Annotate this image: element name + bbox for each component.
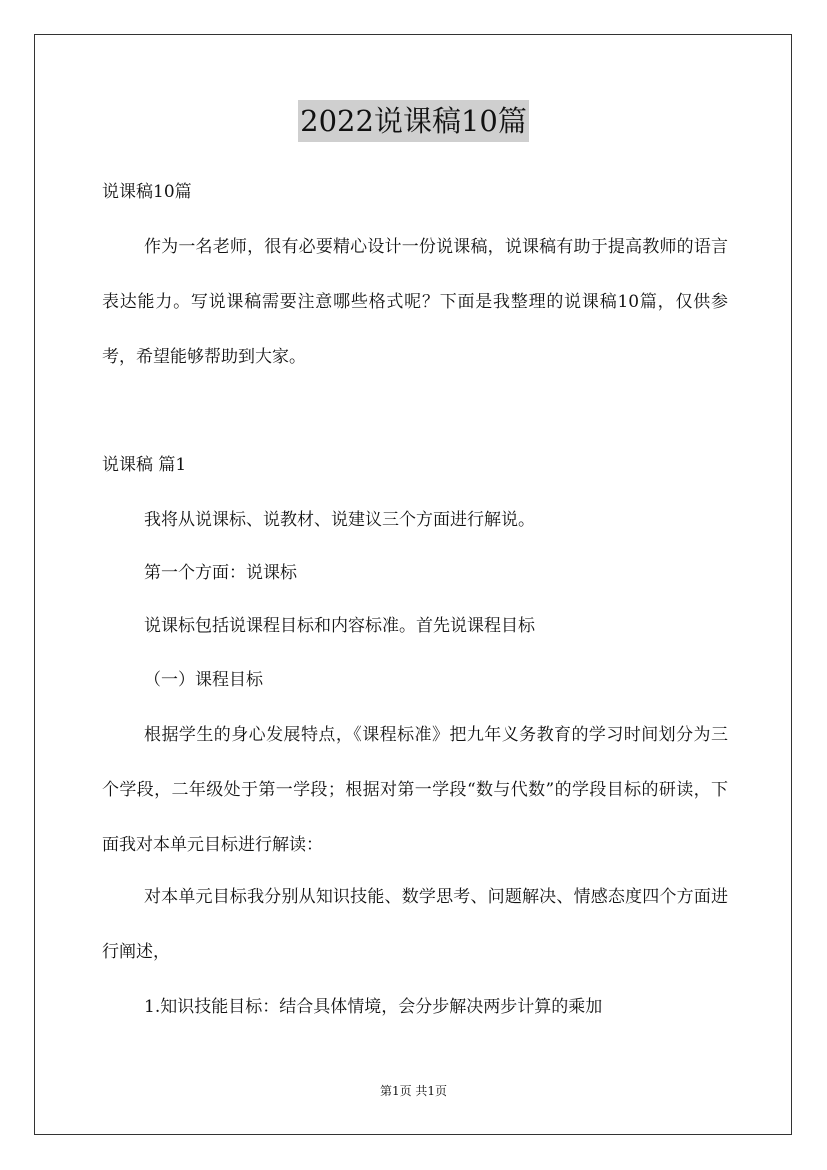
paragraph-aspect-one: 第一个方面：说课标 bbox=[144, 563, 297, 583]
paragraph-course-goal-heading: （一）课程目标 bbox=[144, 670, 263, 690]
page-footer: 第1页 共1页 bbox=[379, 1084, 448, 1098]
paragraph-knowledge-goal: 1.知识技能目标：结合具体情境，会分步解决两步计算的乘加 bbox=[144, 997, 603, 1017]
paragraph-unit-goals: 对本单元目标我分别从知识技能、数学思考、问题解决、情感态度四个方面进行阐述， bbox=[102, 887, 728, 962]
section-heading: 说课稿 篇1 bbox=[102, 455, 187, 475]
title-container bbox=[0, 100, 827, 142]
document-title: 2022说课稿10篇 bbox=[298, 100, 529, 142]
paragraph-curriculum-standard: 说课标包括说课程目标和内容标准。首先说课程目标 bbox=[144, 616, 535, 636]
intro-paragraph: 作为一名老师，很有必要精心设计一份说课稿，说课稿有助于提高教师的语言表达能力。写说课稿需要注意哪些格式呢？下面是我整理的说课稿10篇，仅供参考，希望能够帮助到大家。 bbox=[102, 237, 728, 367]
paragraph-overview: 我将从说课标、说教材、说建议三个方面进行解说。 bbox=[144, 510, 535, 530]
paragraph-stage-goals: 根据学生的身心发展特点，《课程标准》把九年义务教育的学习时间划分为三个学段，二年级处于第一学段；根据对第一学段“数与代数”的学段目标的研读，下面我对本单元目标进行解读： bbox=[102, 725, 728, 855]
subtitle: 说课稿10篇 bbox=[102, 182, 192, 202]
